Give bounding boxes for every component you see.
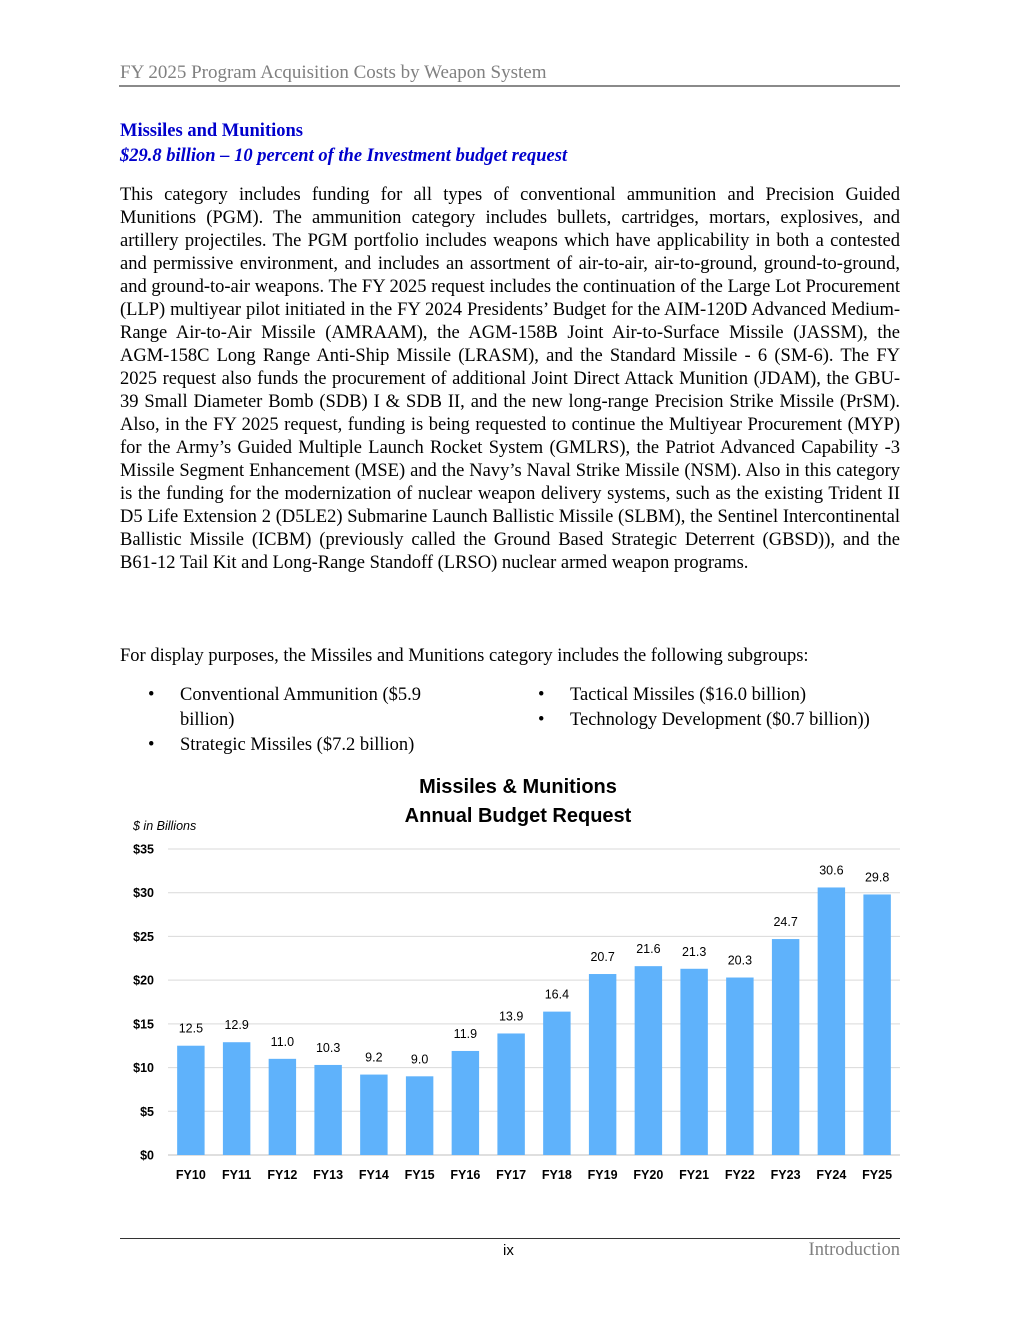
- bar: [360, 1075, 387, 1155]
- bar: [177, 1046, 204, 1155]
- subgroup-item: • Tactical Missiles ($16.0 billion): [510, 683, 910, 708]
- data-label: 21.6: [636, 942, 661, 957]
- chart-subtitle: Annual Budget Request: [404, 805, 632, 827]
- x-tick-label: FY12: [267, 1168, 298, 1182]
- bar: [269, 1059, 296, 1155]
- data-label: 11.0: [270, 1034, 295, 1049]
- data-label: 13.9: [498, 1009, 524, 1024]
- bar: [589, 974, 616, 1155]
- data-label: 29.8: [864, 870, 890, 885]
- y-tick-label: $10: [133, 1061, 154, 1076]
- data-label: 9.0: [410, 1052, 429, 1067]
- x-tick-label: FY24: [816, 1168, 847, 1182]
- data-label: 21.3: [681, 944, 707, 959]
- bar: [452, 1051, 479, 1155]
- data-label: 9.2: [365, 1050, 383, 1065]
- body-paragraph: This category includes funding for all types of conventional ammunition and Precision Guided Munitions (PGM). The ammunition category includes bullets, cartridges, mortars, explosives, and artillery projectiles. The PGM portfolio includes weapons which have applicability in both a contested and permissive environment, and includes an assortment of air-to-air, air-to-ground, ground-to-ground, and ground-to-air weapons. The FY 2025 request includes the continuation of the Large Lot Procurement (LLP) multiyear pilot initiated in the FY 2024 Presidents’ Budget for the AIM-120D Advanced Medium-Range Air-to-Air Missile (AMRAAM), the AGM-158B Joint Air-to-Surface Missile (JASSM), the AGM-158C Long Range Anti-Ship Missile (LRASM), and the Standard Missile - 6 (SM-6). The FY 2025 request also funds the procurement of additional Joint Direct Attack Munition (JDAM), the GBU-39 Small Diameter Bomb (SDB) I & SDB II, and the new long-range Precision Strike Missile (PrSM). Also, in the FY 2025 request, funding is being requested to continue the Multiyear Procurement (MYP) for the Army’s Guided Multiple Launch Rocket System (GMLRS), the Patriot Advanced Capability -3 Missile Segment Enhancement (MSE) and the Navy’s Naval Strike Missile (NSM). Also in this category is the funding for the modernization of nuclear weapon delivery systems, such as the existing Trident II D5 Life Extension 2 (D5LE2) Submarine Launch Ballistic Missile (SLBM), the Sentinel Intercontinental Ballistic Missile (ICBM) (previously called the Ground Based Strategic Deterrent (GBSD)), and the B61-12 Tail Kit and Long-Range Standoff (LRSO) nuclear armed weapon programs.: [120, 185, 900, 573]
- chart-svg: [120, 770, 910, 1190]
- data-label: 24.7: [773, 915, 798, 930]
- y-tick-label: $20: [133, 973, 154, 988]
- page-number: ix: [503, 1242, 514, 1259]
- chart-title: Missiles & Munitions: [419, 776, 617, 798]
- x-tick-label: FY21: [679, 1168, 710, 1182]
- bar: [680, 969, 707, 1155]
- y-tick-label: $30: [133, 886, 154, 901]
- x-tick-label: FY19: [587, 1168, 618, 1182]
- header-divider: [119, 85, 900, 87]
- footer-section-name: Introduction: [808, 1240, 900, 1260]
- bar: [635, 966, 662, 1155]
- data-label: 16.4: [544, 987, 570, 1002]
- x-tick-label: FY22: [724, 1168, 755, 1182]
- x-tick-label: FY11: [222, 1168, 252, 1182]
- y-tick-label: $0: [140, 1148, 154, 1163]
- x-tick-label: FY18: [541, 1168, 572, 1182]
- y-tick-label: $5: [140, 1104, 154, 1119]
- bar: [497, 1033, 524, 1155]
- x-tick-label: FY23: [770, 1168, 801, 1182]
- data-label: 20.3: [727, 953, 753, 968]
- y-tick-label: $25: [133, 929, 154, 944]
- chart-units-label: $ in Billions: [133, 819, 197, 833]
- bar: [406, 1076, 433, 1155]
- data-label: 11.9: [453, 1026, 478, 1041]
- bar: [223, 1042, 250, 1155]
- data-label: 12.9: [224, 1018, 249, 1033]
- bar: [543, 1012, 570, 1155]
- bar: [863, 894, 890, 1155]
- x-tick-label: FY20: [633, 1168, 664, 1182]
- data-label: 12.5: [178, 1021, 204, 1036]
- x-tick-label: FY25: [862, 1168, 893, 1182]
- x-tick-label: FY14: [358, 1168, 389, 1182]
- x-tick-label: FY16: [450, 1168, 481, 1182]
- subgroups-intro-paragraph: For display purposes, the Missiles and Munitions category includes the following subgroups:: [120, 646, 809, 666]
- y-tick-label: $35: [133, 842, 154, 857]
- bar: [772, 939, 799, 1155]
- data-label: 20.7: [590, 950, 615, 965]
- subgroup-item: • Technology Development ($0.7 billion)): [510, 708, 910, 733]
- chart-x-axis: [176, 1168, 892, 1182]
- running-header-title: FY 2025 Program Acquisition Costs by Weapon System: [120, 62, 547, 83]
- x-tick-label: FY17: [496, 1168, 527, 1182]
- subgroup-item: • Strategic Missiles ($7.2 billion): [120, 733, 450, 758]
- bar: [818, 887, 845, 1155]
- section-subheading: $29.8 billion – 10 percent of the Investment budget request: [120, 146, 568, 166]
- y-tick-label: $15: [133, 1017, 154, 1032]
- budget-bar-chart: [120, 770, 910, 1190]
- x-tick-label: FY13: [313, 1168, 344, 1182]
- x-tick-label: FY10: [175, 1168, 206, 1182]
- subgroups-list-left: [120, 683, 450, 758]
- data-label: 30.6: [819, 863, 844, 878]
- bar: [314, 1065, 341, 1155]
- bar: [726, 978, 753, 1155]
- section-heading: Missiles and Munitions: [120, 121, 303, 141]
- data-label: 10.3: [315, 1040, 341, 1055]
- chart-y-axis: [133, 843, 154, 1163]
- x-tick-label: FY15: [404, 1168, 435, 1182]
- subgroup-item: • Conventional Ammunition ($5.9 billion): [120, 683, 450, 733]
- subgroups-list-right: [510, 683, 910, 733]
- footer-divider: [120, 1238, 900, 1239]
